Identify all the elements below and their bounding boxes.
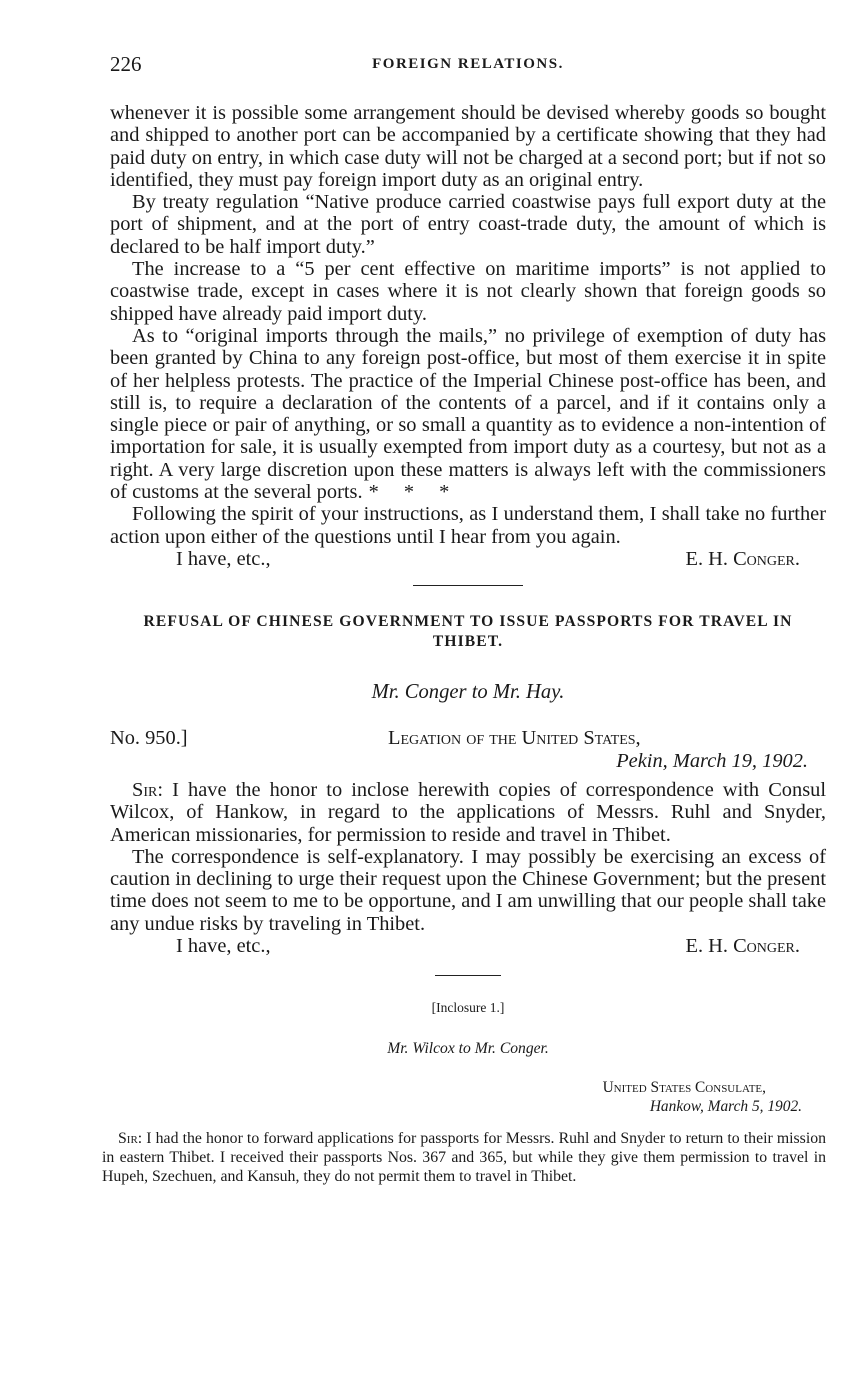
inclosure-body xyxy=(102,1129,826,1186)
page-number: 226 xyxy=(110,52,142,76)
letter2-signature: E. H. Conger. xyxy=(685,935,800,958)
letter1-closing xyxy=(110,548,826,572)
document-number: No. 950.] xyxy=(110,726,188,749)
inclosure-byline: Mr. Wilcox to Mr. Conger. xyxy=(387,1040,549,1058)
letter1-paragraph-4-text: As to “original imports through the mails,” no privilege of exemption of duty has been granted by China to any foreign post-office, but most of them exercise it in spite of her helpless protests. The practice of the Imperial Chinese post-office has been, and still is, to require a declaration of the contents of a parcel, and if it contains only a single piece or pair of anything, or so small a quantity as to evidence a non-intention of importation for sale, it is usually exempted from import duty as a courtesy, but not as a right. A very large discretion upon these matters is always left with the commissioners of customs at the several ports. xyxy=(110,324,826,504)
letter2-paragraph-1-text: I have the honor to inclose herewith copies of correspondence with Consul Wilcox, of Hankow, in regard to the applications of Messrs. Ruhl and Snyder, American missionaries, for permission to reside and travel in Thibet. xyxy=(110,778,826,846)
letter1-paragraph-1: whenever it is possible some arrangement should be devised whereby goods so bought and shipped to another port can be accompanied by a certificate showing that they had paid duty on entry, in which case duty will not be charged at a second port; but if not so identified, they must pay foreign import duty as an original entry. xyxy=(110,102,826,191)
letter2-closing-phrase: I have, etc., xyxy=(176,935,271,958)
omission-stars: * * * xyxy=(368,481,460,504)
letter2-salutation: Sir: xyxy=(132,778,164,801)
running-head-title: FOREIGN RELATIONS. xyxy=(372,56,564,72)
running-head xyxy=(110,52,826,82)
section-heading: REFUSAL OF CHINESE GOVERNMENT TO ISSUE PASSPORTS FOR TRAVEL IN THIBET. xyxy=(143,612,793,650)
legation-name: Legation of the United States, xyxy=(388,726,641,749)
section-divider xyxy=(413,585,523,586)
inclosure-dateline xyxy=(110,1079,826,1119)
letter2-paragraph-2: The correspondence is self-explanatory. I may possibly be exercising an excess of caution in declining to urge their request upon the Chinese Government; but the present time does not seem to me to be opportune, and I am unwilling that our people shall take any undue risks by traveling in Thibet. xyxy=(110,845,826,935)
consulate-name: United States Consulate, xyxy=(602,1079,766,1097)
letter2-place-date: Pekin, March 19, 1902. xyxy=(616,749,808,772)
letter2-byline: Mr. Conger to Mr. Hay. xyxy=(371,680,565,703)
inclosure-place-date: Hankow, March 5, 1902. xyxy=(649,1098,802,1116)
letter1-paragraph-2: By treaty regulation “Native produce carried coastwise pays full export duty at the port of shipment, and at the port of entry coast-trade duty, the amount of which is declared to be half import duty.” xyxy=(110,191,826,258)
inclosure-label: [Inclosure 1.] xyxy=(431,1000,505,1016)
inclosure-divider xyxy=(435,975,501,976)
document-page xyxy=(102,52,827,1186)
letter2-paragraph-1 xyxy=(110,779,826,846)
letter1-paragraph-5: Following the spirit of your instructions, as I understand them, I shall take no further action upon either of the questions until I hear from you again. xyxy=(110,503,826,548)
letter1-paragraph-4 xyxy=(110,325,826,503)
letter2-dateline xyxy=(110,727,826,779)
inclosure-body-text: I had the honor to forward applications for passports for Messrs. Ruhl and Snyder to return to their mission in eastern Thibet. I received their passports Nos. 367 and 365, but while they give them permission to travel in Hupeh, Szechuen, and Kansuh, they do not permit them to travel in Thibet. xyxy=(102,1130,827,1186)
letter1-paragraph-3: The increase to a “5 per cent effective on maritime imports” is not applied to coastwise trade, except in cases where it is not clearly shown that foreign goods so shipped have already paid import duty. xyxy=(110,258,826,325)
letter1-signature: E. H. Conger. xyxy=(685,547,800,570)
letter2-closing xyxy=(110,935,826,959)
inclosure-salutation: Sir: xyxy=(118,1130,143,1148)
letter1-closing-phrase: I have, etc., xyxy=(176,547,271,570)
